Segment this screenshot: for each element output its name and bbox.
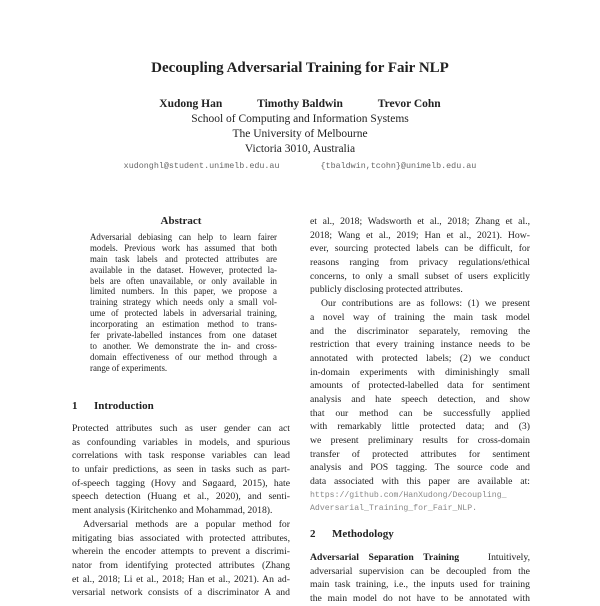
text-line: Protected attributes such as user gender can act — [72, 423, 290, 434]
affiliation-location: Victoria 3010, Australia — [244, 143, 356, 155]
text-line: of-speech tagging (Hovy and Søgaard, 2015), hate — [72, 477, 290, 489]
text-line: training strategy which needs only a small vol- — [90, 297, 277, 308]
text-line: restriction that every training instance needs to be — [310, 339, 530, 351]
author-name: Xudong Han — [159, 98, 223, 110]
section-number: 1 — [72, 400, 78, 412]
author-emails — [0, 161, 600, 171]
text-line: wherein the encoder attempts to prevent a discrimi- — [72, 546, 290, 558]
section-title: Methodology — [332, 528, 394, 540]
text-line: Adversarial debiasing can help to learn fairer — [90, 232, 277, 242]
text-line: ever, sourcing protected labels can be difficult, for — [310, 243, 530, 255]
text-line: main task labels and protected attributes are — [90, 253, 277, 264]
text-line: versarial network consists of a discriminator A and — [72, 587, 290, 599]
section-heading-methodology — [310, 528, 394, 540]
text-line: Adversarial methods are a popular method for — [83, 518, 290, 530]
text-line: a novel way of training the main task model — [310, 311, 530, 323]
right-column-body — [310, 215, 530, 516]
methodology-body — [310, 551, 530, 606]
text-line: publicly disclosing protected attributes. — [310, 284, 463, 296]
text-line: mitigating bias associated with protected attributes, — [72, 532, 290, 544]
author-name: Trevor Cohn — [377, 98, 441, 110]
text-line: ment analysis (Kiritchenko and Mohammad, 2018). — [72, 505, 273, 517]
text-line: ume of protected labels in adversarial training, — [90, 308, 277, 319]
email: {tbaldwin,tcohn}@unimelb.edu.au — [320, 161, 477, 171]
text-line: incorporating an estimation method to trans- — [90, 319, 277, 330]
introduction-body — [72, 422, 290, 600]
text-line: the main model do not have to be annotated with — [310, 593, 530, 605]
affiliation-university: The University of Melbourne — [232, 128, 368, 140]
text-line: in-domain experiments with diminishingly small — [310, 366, 530, 378]
section-number: 2 — [310, 528, 316, 540]
paragraph-lead: Adversarial Separation Training — [310, 552, 460, 563]
text-line: bels are often unavailable, or only available in — [90, 275, 277, 286]
text-line: available in the dataset. However, protected la- — [90, 264, 277, 275]
text-line: range of experiments. — [90, 362, 168, 373]
text-line: et al., 2018; Wadsworth et al., 2018; Zhang et al., — [310, 216, 530, 227]
text-line: reasons ranging from privacy regulations/ethical — [310, 257, 530, 269]
paper-title: Decoupling Adversarial Training for Fair NLP — [151, 60, 449, 76]
email: xudonghl@student.unimelb.edu.au — [123, 161, 280, 171]
text-line: transfer of protected attributes for sentiment — [310, 448, 530, 460]
text-line: fer private-labelled instances from one dataset — [90, 330, 277, 341]
text-line: domain effectiveness of our method through a — [90, 351, 277, 362]
text-line: that our method can be successfully applied — [310, 407, 530, 419]
text-line: annotated with protected labels; (2) we conduct — [310, 352, 530, 364]
text-line: concerns, to only a small subset of users explicitly — [310, 270, 530, 282]
text-run: Intuitively, — [487, 552, 530, 563]
text-line: to unfair predictions, as seen in tasks such as part- — [72, 464, 290, 476]
text-line: amounts of protected-labelled data for sentiment — [310, 380, 530, 392]
section-heading-introduction — [72, 400, 154, 412]
abstract-body — [90, 232, 277, 374]
text-line: analysis and hate speech detection, and show — [310, 393, 530, 405]
text-line: with remarkably little protected data; and (3) — [310, 421, 530, 433]
text-line: adversarial supervision can be decoupled from the — [310, 565, 530, 577]
text-line: and the discriminator separately, removing the — [310, 325, 530, 337]
text-line: analysis and POS tagging. The source code and — [310, 462, 530, 474]
text-line: data associated with this paper are available at: — [310, 476, 530, 488]
abstract-heading: Abstract — [160, 215, 202, 227]
methodology-first-line — [310, 551, 530, 565]
text-line: as confounding variables in models, and spurious — [72, 436, 290, 448]
author-name: Timothy Baldwin — [257, 98, 343, 110]
text-line: models. Previous work has assumed that both — [90, 242, 277, 253]
code-url-link[interactable]: Adversarial_Training_for_Fair_NLP. — [310, 504, 478, 514]
text-line: et al., 2018; Li et al., 2018; Han et al., 2021). An ad- — [72, 573, 290, 585]
section-title: Introduction — [94, 400, 154, 412]
text-line: correlations with task response variables can lead — [72, 450, 290, 462]
text-line: to another. We demonstrate the in- and cross- — [90, 340, 277, 351]
author-list — [0, 98, 600, 110]
text-line: 2018; Wang et al., 2019; Han et al., 2021). How- — [310, 229, 530, 241]
text-line: limited numbers. In this paper, we propose a — [90, 286, 277, 297]
affiliation-school: School of Computing and Information Systems — [191, 113, 409, 125]
code-url-link[interactable]: https://github.com/HanXudong/Decoupling_ — [310, 490, 507, 500]
text-line: Our contributions are as follows: (1) we present — [321, 298, 530, 310]
text-line: speech detection (Huang et al., 2020), and senti- — [72, 491, 290, 503]
text-line: we present preliminary results for cross-domain — [310, 435, 530, 446]
text-line: nator from identifying protected attributes (Zhang — [72, 559, 290, 571]
text-line: main task training, i.e., the inputs used for training — [310, 579, 530, 591]
